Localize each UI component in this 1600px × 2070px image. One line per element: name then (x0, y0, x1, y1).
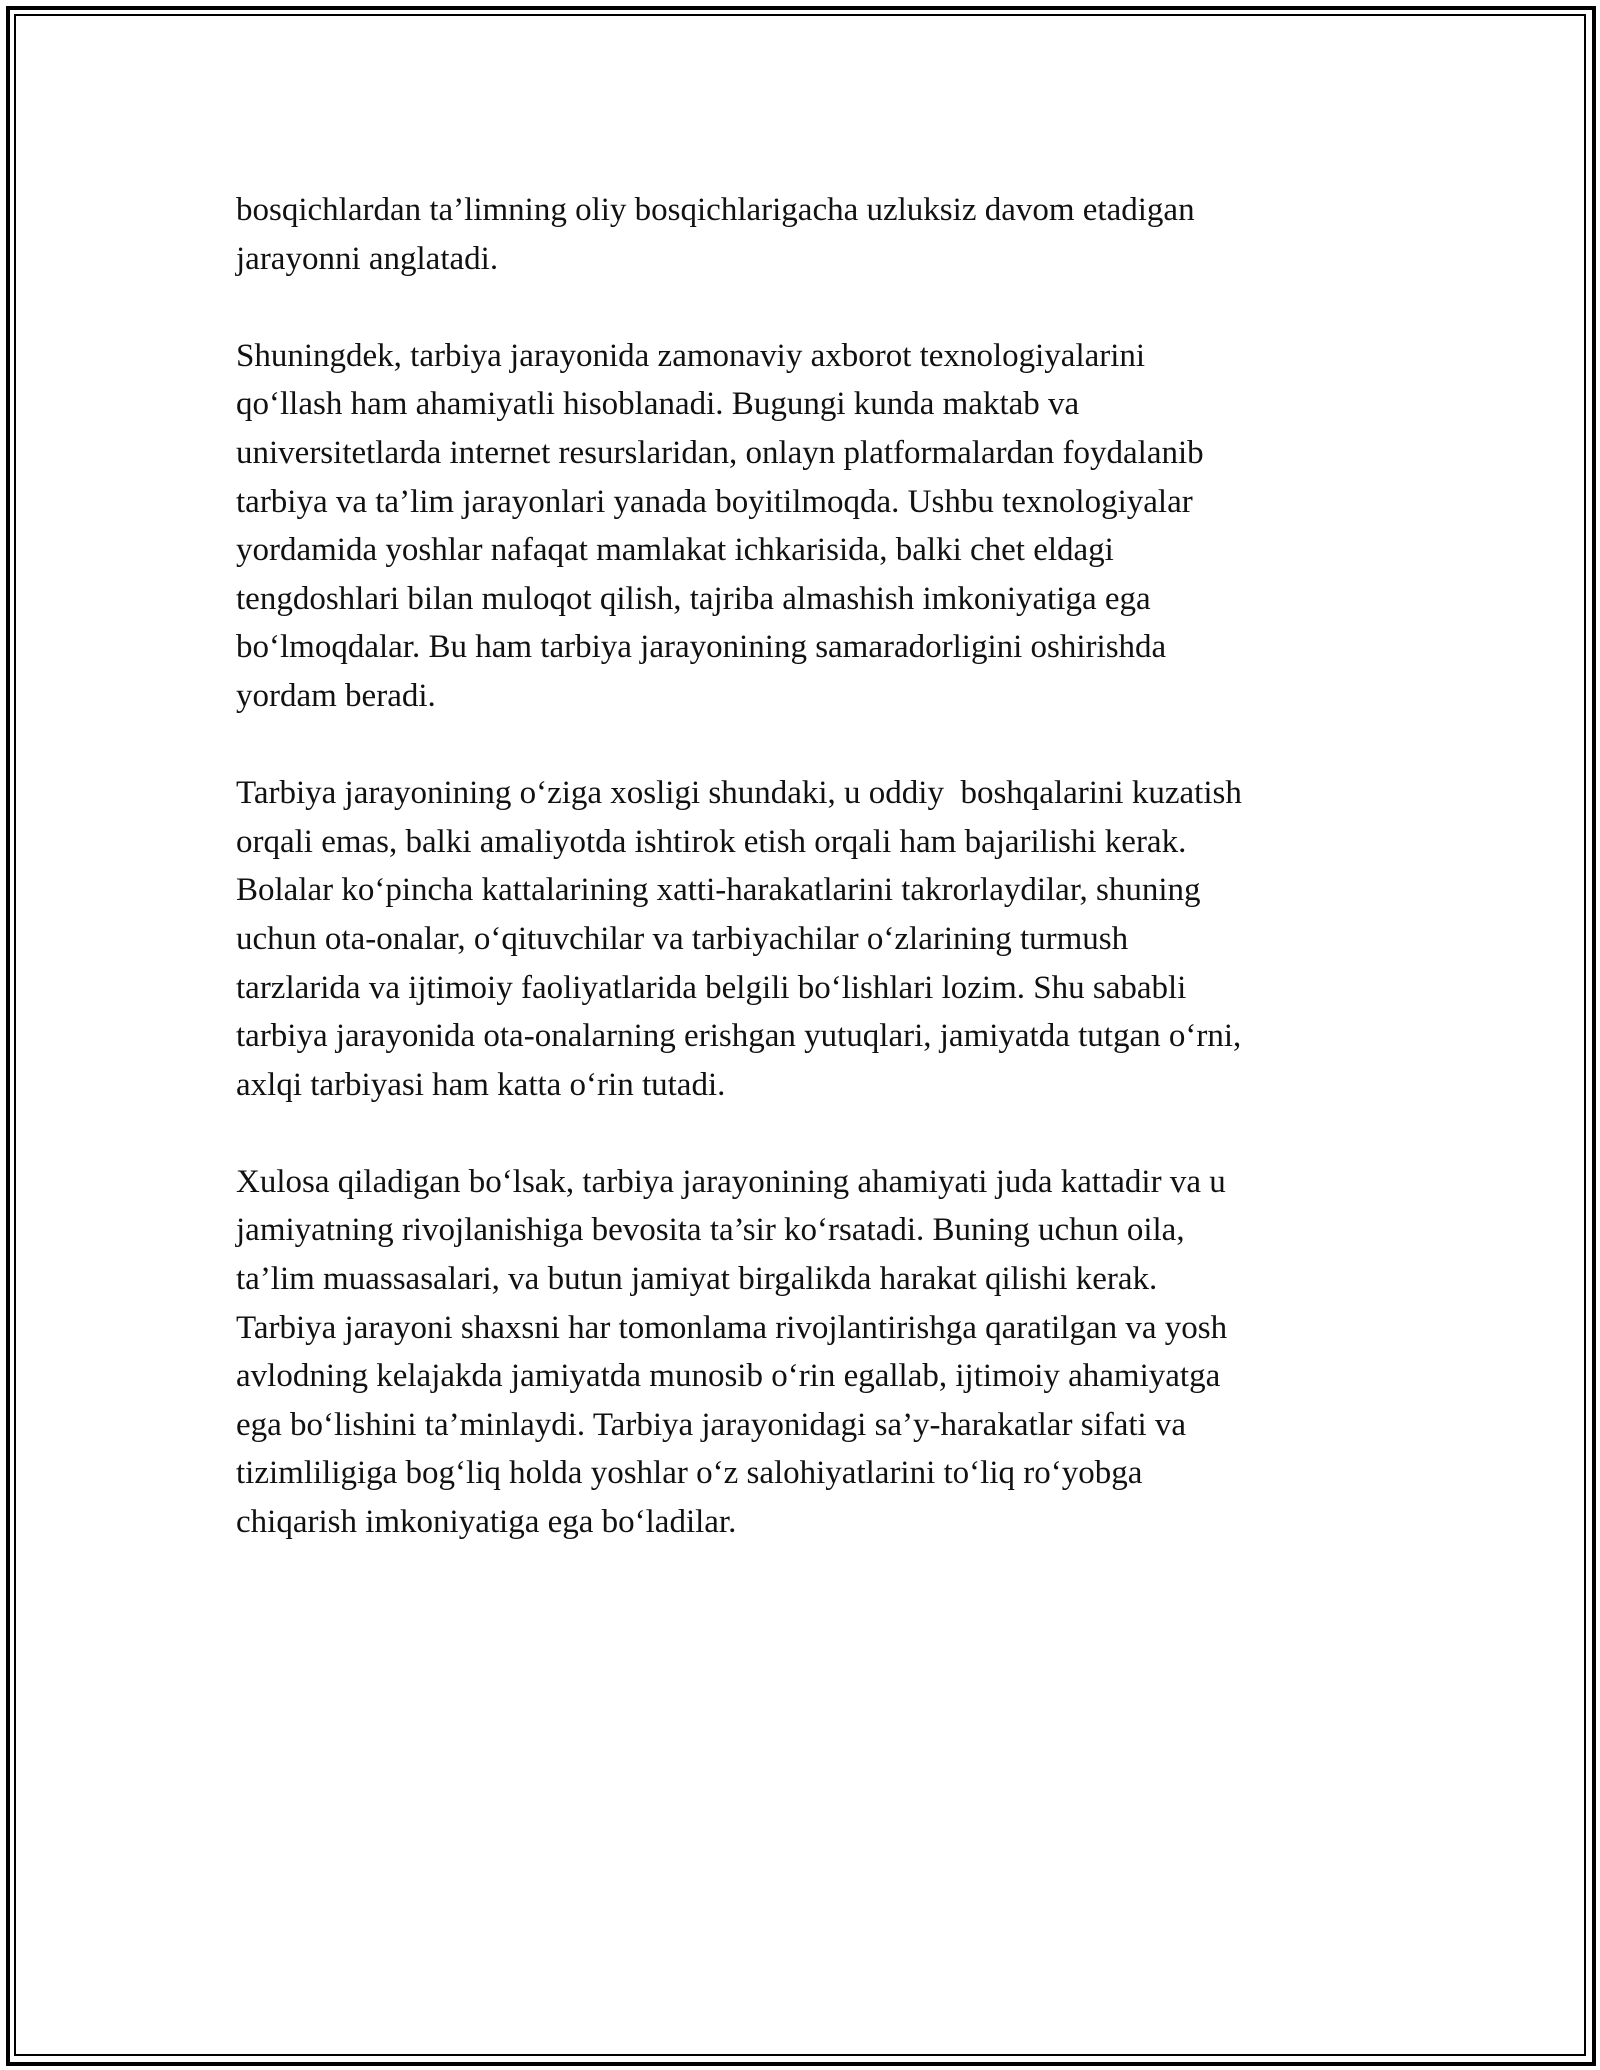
text-line: uchun ota-onalar, o‘qituvchilar va tarbiyachilar o‘zlarining turmush (236, 920, 1129, 957)
text-line: qo‘llash ham ahamiyatli hisoblanadi. Bugungi kunda maktab va (236, 386, 1080, 423)
text-line: jamiyatning rivojlanishiga bevosita ta’sir ko‘rsatadi. Buning uchun oila, (236, 1212, 1185, 1249)
text-line: axlqi tarbiyasi ham katta o‘rin tutadi. (236, 1066, 726, 1103)
text-line: jarayonni anglatadi. (236, 240, 499, 277)
text-line: Shuningdek, tarbiya jarayonida zamonaviy axborot texnologiyalarini (236, 337, 1146, 374)
text-line: tengdoshlari bilan muloqot qilish, tajriba almashish imkoniyatiga ega (236, 580, 1151, 617)
text-line: orqali emas, balki amaliyotda ishtirok etish orqali ham bajarilishi kerak. (236, 823, 1187, 860)
paragraph-2 (236, 332, 1376, 721)
text-line: bo‘lmoqdalar. Bu ham tarbiya jarayonining samaradorligini oshirishda (236, 629, 1167, 666)
paragraph-1 (236, 186, 1376, 283)
text-line: chiqarish imkoniyatiga ega bo‘ladilar. (236, 1504, 737, 1541)
text-line: tizimliligiga bog‘liq holda yoshlar o‘z salohiyatlarini to‘liq ro‘yobga (236, 1455, 1143, 1492)
text-line: ega bo‘lishini ta’minlaydi. Tarbiya jarayonidagi sa’y-harakatlar sifati va (236, 1406, 1187, 1443)
text-line: Bolalar ko‘pincha kattalarining xatti-harakatlarini takrorlaydilar, shuning (236, 872, 1201, 909)
paragraph-3 (236, 769, 1376, 1109)
document-body (236, 186, 1376, 1547)
text-line: universitetlarda internet resurslaridan, onlayn platformalardan foydalanib (236, 434, 1204, 471)
text-line: bosqichlardan ta’limning oliy bosqichlarigacha uzluksiz davom etadigan (236, 192, 1195, 228)
text-line: Tarbiya jarayonining o‘ziga xosligi shundaki, u oddiy boshqalarini kuzatish (236, 775, 1242, 812)
text-line: avlodning kelajakda jamiyatda munosib o‘rin egallab, ijtimoiy ahamiyatga (236, 1358, 1221, 1395)
text-line: Tarbiya jarayoni shaxsni har tomonlama rivojlantirishga qaratilgan va yosh (236, 1309, 1228, 1346)
text-line: tarzlarida va ijtimoiy faoliyatlarida belgili bo‘lishlari lozim. Shu sababli (236, 969, 1187, 1006)
text-line: yordamida yoshlar nafaqat mamlakat ichkarisida, balki chet eldagi (236, 532, 1114, 569)
text-line: Xulosa qiladigan bo‘lsak, tarbiya jarayonining ahamiyati juda kattadir va u (236, 1163, 1226, 1200)
paragraph-4 (236, 1158, 1376, 1547)
text-line: tarbiya va ta’lim jarayonlari yanada boyitilmoqda. Ushbu texnologiyalar (236, 483, 1193, 520)
text-line: tarbiya jarayonida ota-onalarning erishgan yutuqlari, jamiyatda tutgan o‘rni, (236, 1018, 1242, 1055)
text-line: yordam beradi. (236, 677, 436, 714)
text-line: ta’lim muassasalari, va butun jamiyat birgalikda harakat qilishi kerak. (236, 1261, 1158, 1298)
